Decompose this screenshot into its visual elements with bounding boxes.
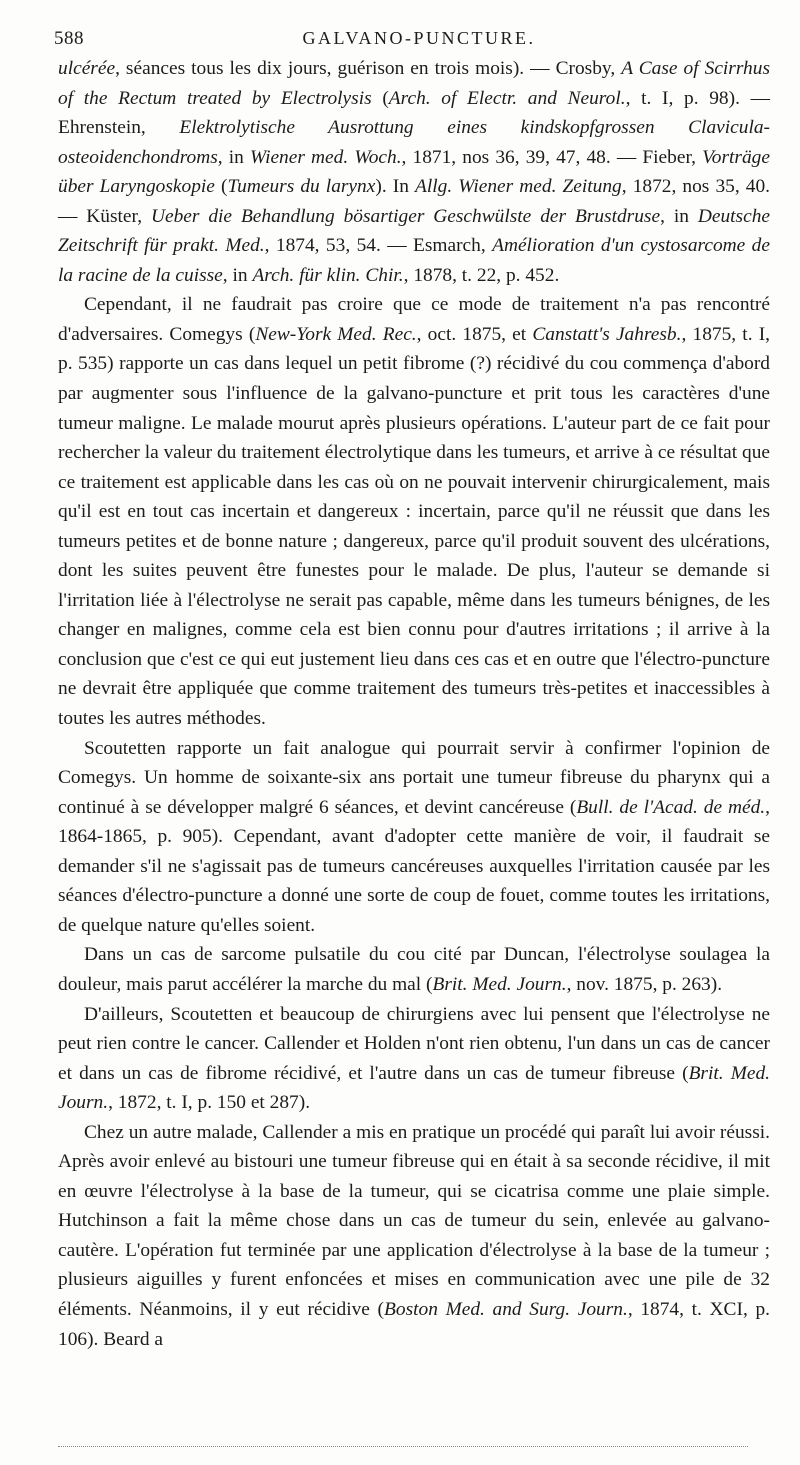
text-run: ( bbox=[214, 176, 228, 198]
text-run: , 1871, nos 36, 39, 47, 48. — Fieber, bbox=[401, 146, 703, 168]
text-run: , in bbox=[217, 146, 250, 168]
italic-text: Bull. de l'Acad. de méd. bbox=[576, 796, 766, 818]
text-run: Dans un cas de sarcome pulsatile du cou cité par Duncan, l'électrolyse soulagea la douleur, mais parut accélérer la marche du mal ( bbox=[58, 944, 770, 995]
paragraph-callender-holden bbox=[58, 1000, 770, 1118]
italic-text: Canstatt's Jahresb. bbox=[532, 323, 682, 345]
text-run: , séances tous les dix jours, guérison en trois mois). — Crosby, bbox=[115, 58, 622, 79]
document-page bbox=[54, 24, 771, 1354]
italic-text: Amélioration d'un cystosarcome de la racine de la cuisse bbox=[58, 235, 770, 286]
paragraph-bibliography bbox=[58, 54, 770, 290]
text-run: , 1874, t. XCI, p. 106). Beard a bbox=[58, 1298, 771, 1350]
italic-text: Vorträge über Laryngoskopie bbox=[58, 146, 770, 198]
italic-text: A Case of Scirrhus of the Rectum treated by Electrolysis bbox=[58, 58, 770, 109]
text-run: , oct. 1875, et bbox=[416, 323, 533, 345]
italic-text: Deutsche Zeitschrift für prakt. Med. bbox=[58, 205, 770, 257]
text-run: , 1872, nos 35, 40. — Küster, bbox=[58, 176, 771, 227]
text-run: Chez un autre malade, Callender a mis en pratique un procédé qui paraît lui avoir réussi. Après avoir enlevé au bistouri une tumeur fibreuse qui en était à sa seconde récidive, il mit en œuvre l'électrolyse à la base de la tumeur, qui se cicatrisa comme une plaie simple. Hutchinson a fait la même chose dans un cas de tumeur du sein, enlevée au galvano-cautère. L'opération fut terminée par une application d'électrolyse à la base de la tumeur ; plusieurs aiguilles y furent enfoncées et mises en communication avec une pile de 32 éléments. Néanmoins, il y eut récidive ( bbox=[58, 1121, 770, 1320]
italic-text: ulcérée bbox=[58, 58, 116, 79]
italic-text: Wiener med. Woch. bbox=[249, 146, 402, 168]
page-header bbox=[54, 24, 770, 54]
running-head: GALVANO-PUNCTURE. bbox=[302, 28, 536, 48]
footer-rule bbox=[58, 1446, 748, 1447]
text-run: , 1875, t. I, p. 535) rapporte un cas dans lequel un petit fibrome (?) récidivé du cou commença d'abord par augmenter sous l'influence de la galvano-puncture et prit tous les caractères d'une tumeur maligne. Le malade mourut après plusieurs opérations. L'auteur part de ce fait pour rechercher la valeur du traitement électrolytique dans les tumeurs, et arrive à ce résultat que ce traitement est applicable dans les cas où on ne pouvait intervenir chirurgicalement, mais qu'il est en tout cas incertain et dangereux : incertain, parce qu'il ne réussit que dans les tumeurs petites et de bonne nature ; dangereux, parce qu'il produit souvent des ulcérations, dont les suites peuvent être funestes pour le malade. De plus, l'auteur se demande si l'irritation liée à l'électrolyse ne serait pas capable, même dans les tumeurs bénignes, de les changer en malignes, comme cela est bien connu pour d'autres irritations ; il arrive à la conclusion que c'est ce qui eut justement lieu dans ces cas et en outre que l'électro-puncture ne devrait être appliquée que comme traitement des tumeurs très-petites et inaccessibles à toutes les autres méthodes. bbox=[58, 323, 771, 730]
italic-text: Elektrolytische Ausrottung eines kindskopfgrossen Clavicula-osteoidenchondroms bbox=[58, 117, 770, 168]
text-run: , in bbox=[222, 264, 253, 286]
italic-text: Brit. Med. Journ. bbox=[432, 973, 567, 995]
italic-text: Arch. of Electr. and Neurol. bbox=[388, 87, 626, 109]
text-run: Scoutetten rapporte un fait analogue qui pourrait servir à confirmer l'opinion de Comegys. Un homme de soixante-six ans portait une tumeur fibreuse du pharynx qui a continué à se développer malgré 6 séances, et devint cancéreuse ( bbox=[58, 737, 770, 818]
italic-text: Arch. für klin. Chir. bbox=[252, 264, 404, 286]
text-run: , 1864-1865, p. 905). Cependant, avant d'adopter cette manière de voir, il faudrait se demander s'il ne s'agissait pas de tumeurs cancéreuses auxquelles l'irritation causée par les séances d'électro-puncture a donné une sorte de coup de fouet, comme toutes les irritations, de quelque nature qu'elles soient. bbox=[58, 796, 770, 936]
paragraph-callender-hutchinson bbox=[58, 1118, 770, 1354]
italic-text: Allg. Wiener med. Zeitung bbox=[415, 176, 622, 198]
text-run: ( bbox=[371, 87, 389, 109]
text-run: , 1872, t. I, p. 150 et 287). bbox=[108, 1092, 311, 1114]
page-number: 588 bbox=[54, 28, 84, 49]
italic-text: New-York Med. Rec. bbox=[255, 323, 417, 345]
paragraph-comegys bbox=[58, 290, 770, 733]
text-run: D'ailleurs, Scoutetten et beaucoup de chirurgiens avec lui pensent que l'électrolyse ne peut rien contre le cancer. Callender et Holden n'ont rien obtenu, l'un dans un cas de cancer et dans un cas de fibrome récidivé, et l'autre dans un cas de tumeur fibreuse ( bbox=[58, 1003, 770, 1084]
text-run: ). In bbox=[375, 176, 415, 198]
text-run: , 1874, 53, 54. — Esmarch, bbox=[264, 235, 493, 257]
text-run: , nov. 1875, p. 263). bbox=[566, 973, 723, 995]
text-run: , in bbox=[660, 205, 698, 227]
italic-text: Brit. Med. Journ. bbox=[58, 1062, 770, 1114]
italic-text: Boston Med. and Surg. Journ. bbox=[384, 1298, 628, 1320]
italic-text: Tumeurs du larynx bbox=[227, 176, 376, 198]
body-text bbox=[58, 54, 770, 1354]
text-run: , 1878, t. 22, p. 452. bbox=[403, 264, 560, 286]
italic-text: Ueber die Behandlung bösartiger Geschwülste der Brustdruse bbox=[150, 205, 661, 227]
paragraph-scoutetten bbox=[58, 734, 770, 941]
paragraph-duncan bbox=[58, 940, 770, 999]
text-run: Cependant, il ne faudrait pas croire que ce mode de traitement n'a pas rencontré d'adversaires. Comegys ( bbox=[58, 294, 770, 345]
text-run: , t. I, p. 98). — Ehrenstein, bbox=[58, 87, 770, 139]
